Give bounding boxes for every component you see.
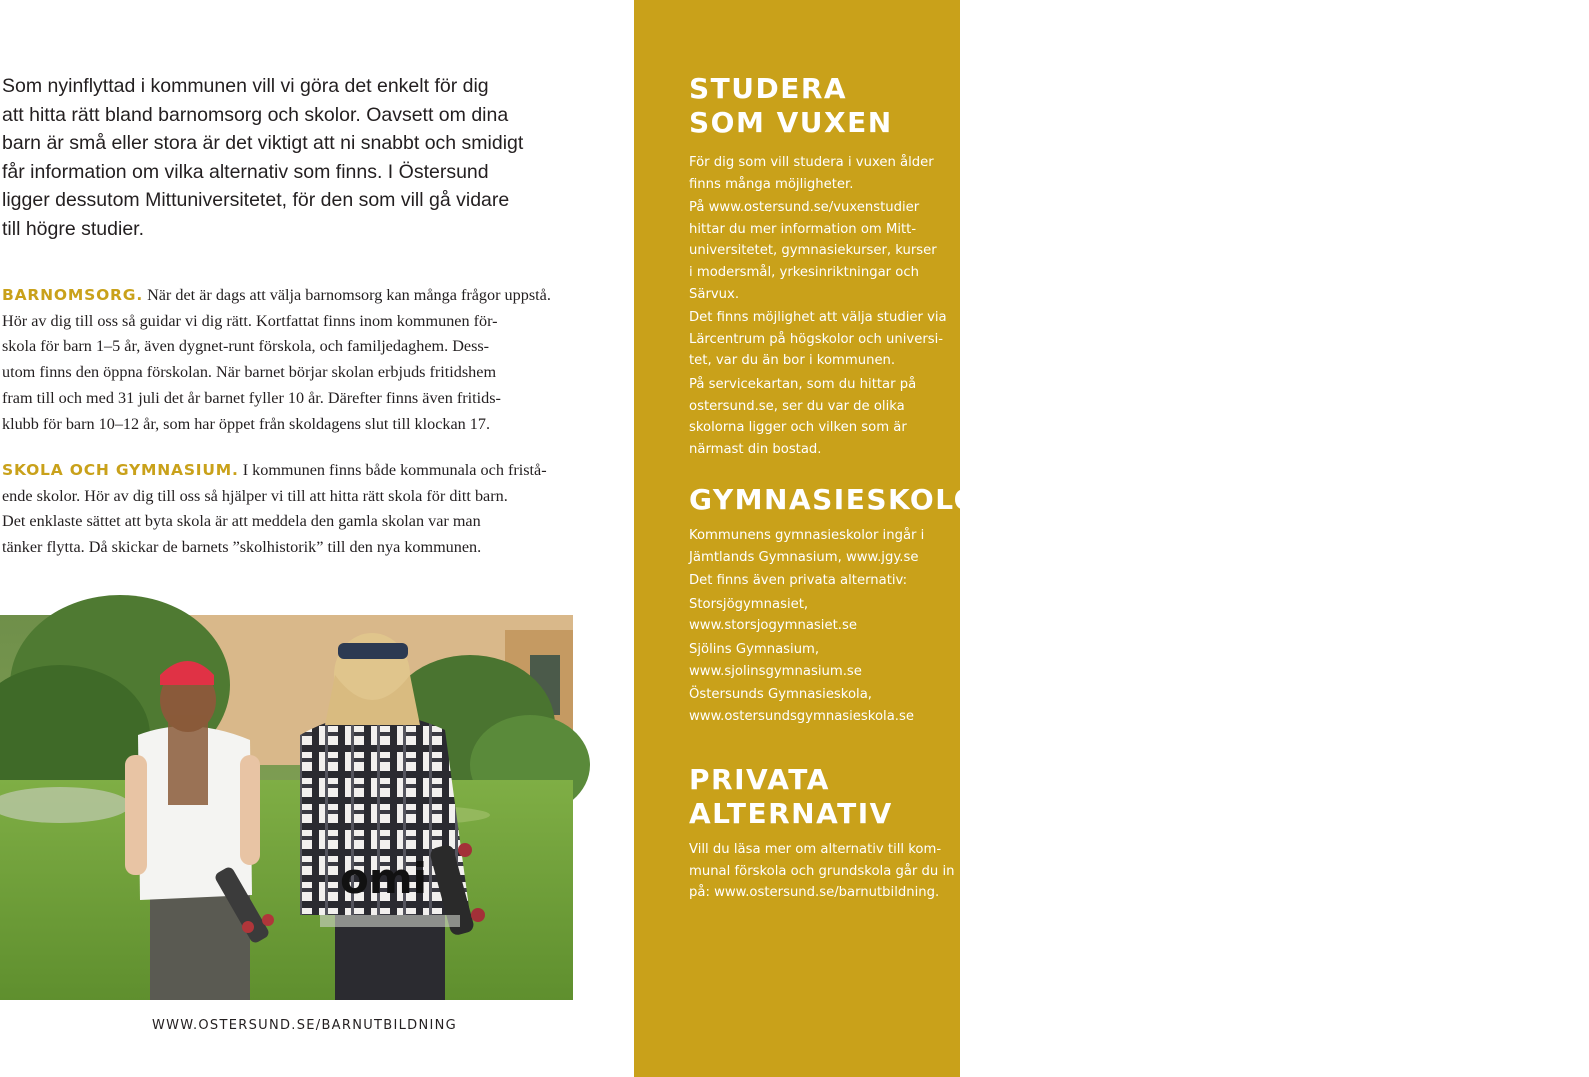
- barnomsorg-first-line: [2, 283, 602, 309]
- text-line: www.ostersundsgymnasieskola.se: [689, 708, 914, 724]
- text-line: finns många möjligheter.: [689, 176, 854, 192]
- body-line: utom finns den öppna förskolan. När barnet börjar skolan erbjuds fritidshem: [2, 363, 497, 382]
- title-line: PRIVATA: [689, 763, 830, 796]
- text-line: munal förskola och grundskola går du in: [689, 863, 955, 879]
- sidebar-paragraph: [689, 307, 964, 372]
- sidebar-paragraph: [689, 525, 964, 568]
- privata-block: [689, 763, 964, 904]
- text-line: tet, var du än bor i kommunen.: [689, 353, 896, 369]
- sidebar: [634, 0, 1589, 1077]
- gymnasieskolor-title: [689, 483, 1002, 517]
- intro-line: ligger dessutom Mittuniversitetet, för den som vill gå vidare: [2, 189, 510, 212]
- text-line: Kommunens gymnasieskolor ingår i: [689, 528, 925, 543]
- page-number: 9: [1579, 1016, 1589, 1035]
- intro-line: till högre studier.: [2, 217, 144, 240]
- text-line: Lärcentrum på högskolor och universi-: [689, 331, 944, 347]
- text-line: www.sjolinsgymnasium.se: [689, 663, 862, 679]
- photo-teens-with-skateboards: [0, 615, 573, 1000]
- title-line: STUDERA: [689, 72, 848, 105]
- sidebar-paragraph: [689, 639, 964, 682]
- text-line: För dig som vill studera i vuxen ålder: [689, 155, 934, 170]
- studera-title: [689, 72, 964, 140]
- gymnasieskolor-block: [689, 483, 1002, 727]
- text-line: På servicekartan, som du hittar på: [689, 376, 917, 392]
- studera-text: [689, 152, 964, 460]
- text-line: ostersund.se, ser du var de olika: [689, 398, 905, 414]
- text-line: skolorna ligger och vilken som är: [689, 420, 907, 436]
- sidebar-paragraph: [689, 197, 964, 305]
- skola-section: [2, 458, 602, 561]
- sidebar-paragraph: [689, 570, 964, 592]
- text-line: hittar du mer information om Mitt-: [689, 221, 917, 237]
- intro-line: barn är små eller stora är det viktigt att ni snabbt och smidigt: [2, 132, 524, 155]
- body-line: När det är dags att välja barnomsorg kan många frågor uppstå.: [143, 286, 551, 304]
- text-line: på: www.ostersund.se/barnutbildning.: [689, 885, 940, 901]
- text-line: Det finns även privata alternativ:: [689, 573, 908, 589]
- sidebar-paragraph: [689, 684, 964, 727]
- text-line: Vill du läsa mer om alternativ till kom-: [689, 842, 942, 857]
- text-line: På www.ostersund.se/vuxenstudier: [689, 200, 920, 216]
- text-line: närmast din bostad.: [689, 441, 822, 457]
- body-line: klubb för barn 10–12 år, som har öppet från skoldagens slut till klockan 17.: [2, 414, 491, 433]
- body-line: fram till och med 31 juli det år barnet fyller 10 år. Därefter finns även fritids-: [2, 388, 501, 407]
- body-line: ende skolor. Hör av dig till oss så hjälper vi till att hitta rätt skola för ditt barn.: [2, 486, 508, 505]
- gymnasieskolor-text: [689, 525, 964, 727]
- sidebar-paragraph: [689, 839, 964, 904]
- intro-paragraph: [2, 72, 602, 244]
- skola-first-line: [2, 458, 602, 484]
- title-line: GYMNASIESKOLOR: [689, 483, 1002, 516]
- text-line: Storsjögymnasiet,: [689, 596, 809, 612]
- footer-url: WWW.OSTERSUND.SE/BARNUTBILDNING: [152, 1018, 458, 1033]
- text-line: Jämtlands Gymnasium, www.jgy.se: [689, 549, 919, 565]
- barnomsorg-heading: BARNOMSORG.: [2, 286, 144, 304]
- intro-line: får information om vilka alternativ som finns. I Östersund: [2, 160, 489, 183]
- sidebar-paragraph: [689, 152, 964, 195]
- body-line: skola för barn 1–5 år, även dygnet-runt förskola, och familjedaghem. Dess-: [2, 337, 490, 356]
- skola-heading: SKOLA OCH GYMNASIUM.: [2, 461, 239, 479]
- body-line: I kommunen finns både kommunala och fristå-: [238, 461, 547, 479]
- privata-text: [689, 839, 964, 904]
- body-line: tänker flytta. Då skickar de barnets ”skolhistorik” till den nya kommunen.: [2, 538, 482, 557]
- sidebar-paragraph: [689, 594, 964, 637]
- text-line: i modersmål, yrkesinriktningar och: [689, 264, 919, 280]
- text-line: Det finns möjlighet att välja studier via: [689, 310, 947, 326]
- barnomsorg-section: [2, 283, 602, 437]
- text-line: universitetet, gymnasiekurser, kurser: [689, 243, 937, 259]
- title-line: ALTERNATIV: [689, 797, 893, 830]
- text-line: Sjölins Gymnasium,: [689, 641, 820, 657]
- shirt-print: omi: [340, 854, 428, 903]
- text-line: www.storsjogymnasiet.se: [689, 618, 857, 634]
- body-line: Hör av dig till oss så guidar vi dig rätt. Kortfattat finns inom kommunen för-: [2, 311, 498, 330]
- text-line: Östersunds Gymnasieskola,: [689, 687, 872, 703]
- intro-line: Som nyinflyttad i kommunen vill vi göra det enkelt för dig: [2, 75, 489, 97]
- main-column: [0, 0, 634, 1077]
- studera-block: [689, 72, 964, 460]
- title-line: SOM VUXEN: [689, 106, 893, 139]
- privata-title: [689, 763, 964, 831]
- text-line: Särvux.: [689, 286, 740, 302]
- sidebar-paragraph: [689, 374, 964, 460]
- body-line: Det enklaste sättet att byta skola är att meddela den gamla skolan var man: [2, 512, 481, 531]
- intro-line: att hitta rätt bland barnomsorg och skolor. Oavsett om dina: [2, 103, 509, 126]
